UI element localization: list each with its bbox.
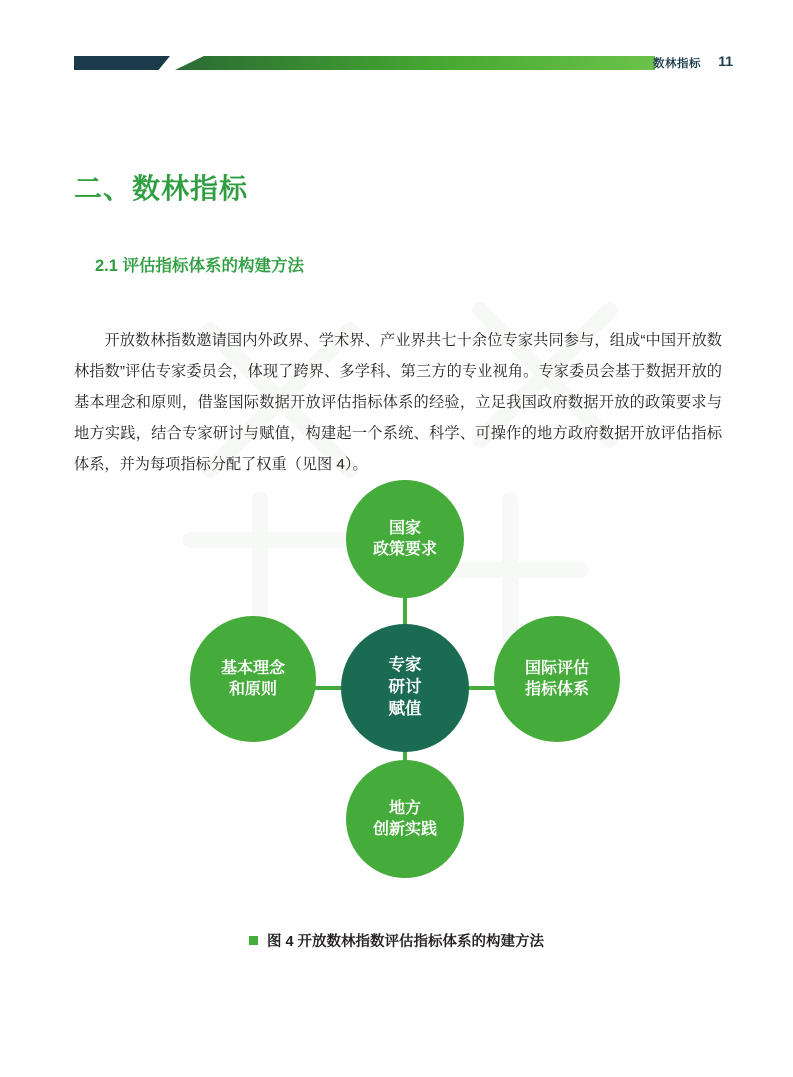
diagram-node-top bbox=[346, 480, 464, 598]
figure-caption bbox=[0, 930, 793, 951]
caption-marker-icon bbox=[249, 936, 258, 945]
diagram-node-left-line1: 基本理念 bbox=[220, 659, 285, 677]
page-number: 11 bbox=[718, 53, 733, 69]
header-section-label: 数林指标 bbox=[653, 58, 701, 70]
figure-caption-text: 图 4 开放数林指数评估指标体系的构建方法 bbox=[266, 934, 545, 950]
header-bar-dark bbox=[74, 56, 170, 70]
diagram-node-right-line1: 国际评估 bbox=[524, 659, 589, 677]
diagram-node-bottom-line2: 创新实践 bbox=[372, 821, 437, 838]
diagram-node-center-line3: 赋值 bbox=[388, 699, 422, 718]
diagram-node-left-line2: 和原则 bbox=[228, 681, 277, 698]
page-header bbox=[0, 53, 793, 78]
header-bar-green bbox=[175, 56, 655, 70]
diagram-node-left bbox=[190, 616, 316, 742]
diagram-node-bottom bbox=[346, 760, 464, 878]
diagram-node-center-line2: 研讨 bbox=[388, 678, 422, 697]
diagram-node-bottom-line1: 地方 bbox=[388, 799, 421, 817]
diagram-node-top-line1: 国家 bbox=[388, 519, 421, 537]
diagram-figure bbox=[155, 480, 655, 910]
diagram-node-center bbox=[341, 624, 469, 752]
diagram-node-right bbox=[494, 616, 620, 742]
body-paragraph: 开放数林指数邀请国内外政界、学术界、产业界共七十余位专家共同参与，组成“中国开放数林指数”评估专家委员会，体现了跨界、多学科、第三方的专业视角。专家委员会基于数据开放的基本理念和原则，借鉴国际数据开放评估指标体系的经验，立足我国政府数据开放的政策要求与地方实践，结合专家研讨与赋值，构建起一个系统、科学、可操作的地方政府数据开放评估指标体系，并为每项指标分配了权重（见图 4）。 bbox=[74, 332, 722, 474]
diagram-node-right-line2: 指标体系 bbox=[524, 681, 589, 698]
section-subtitle: 2.1 评估指标体系的构建方法 bbox=[95, 257, 305, 275]
diagram-node-center-line1: 专家 bbox=[388, 656, 422, 675]
page-title: 二、数林指标 bbox=[74, 173, 249, 204]
diagram-node-top-line2: 政策要求 bbox=[372, 541, 437, 558]
